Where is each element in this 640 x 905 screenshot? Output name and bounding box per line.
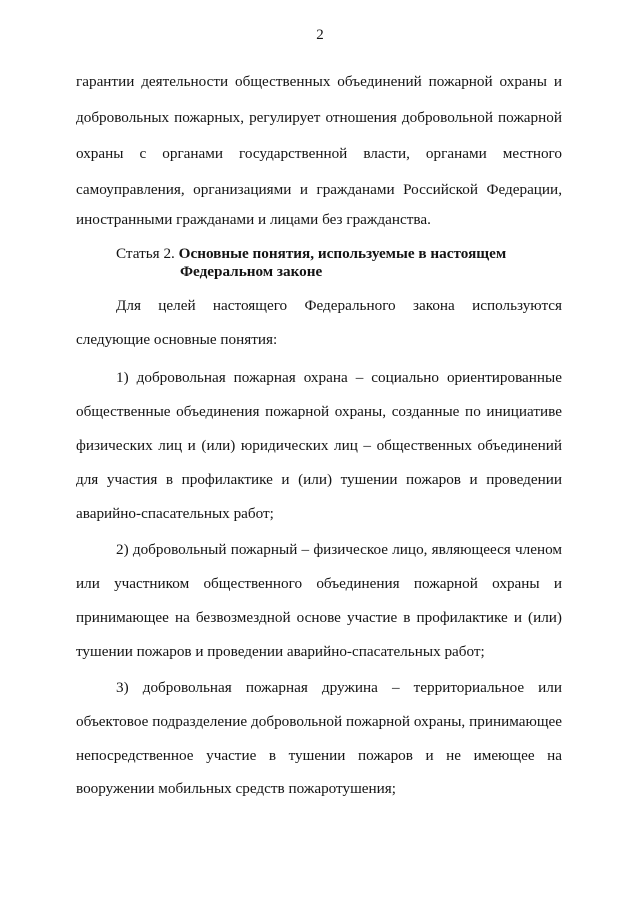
text-line: общественные объединения пожарной охраны, созданные по инициативе bbox=[76, 403, 562, 420]
text-line: тушении пожаров и проведении аварийно-спасательных работ; bbox=[76, 643, 485, 660]
text-line: добровольных пожарных, регулирует отношения добровольной пожарной bbox=[76, 109, 562, 126]
article-title-continued: Федеральном законе bbox=[180, 263, 323, 280]
text-line: или участником общественного объединения пожарной охраны и bbox=[76, 575, 562, 592]
text-line: охраны с органами государственной власти, органами местного bbox=[76, 145, 562, 162]
text-line: вооружении мобильных средств пожаротушения; bbox=[76, 780, 396, 797]
text-line: следующие основные понятия: bbox=[76, 331, 278, 348]
text-line: для участия в профилактике и (или) тушении пожаров и проведении bbox=[76, 471, 562, 488]
text-line: аварийно-спасательных работ; bbox=[76, 505, 274, 522]
article-label: Статья 2. bbox=[116, 245, 175, 262]
text-line: 2) добровольный пожарный – физическое лицо, являющееся членом bbox=[116, 541, 562, 558]
text-line: Для целей настоящего Федерального закона используются bbox=[116, 297, 562, 314]
text-line: иностранными гражданами и лицами без гражданства. bbox=[76, 211, 431, 228]
text-line: 3) добровольная пожарная дружина – территориальное или bbox=[116, 679, 562, 696]
text-line: объектовое подразделение добровольной пожарной охраны, принимающее bbox=[76, 713, 562, 730]
text-line: самоуправления, организациями и гражданами Российской Федерации, bbox=[76, 181, 562, 198]
text-line: 1) добровольная пожарная охрана – социально ориентированные bbox=[116, 369, 562, 386]
page-number: 2 bbox=[316, 27, 324, 43]
text-line: физических лиц и (или) юридических лиц – общественных объединений bbox=[76, 437, 562, 454]
text-line: гарантии деятельности общественных объединений пожарной охраны и bbox=[76, 73, 562, 90]
text-line: принимающее на безвозмездной основе участие в профилактике и (или) bbox=[76, 609, 562, 626]
article-heading bbox=[116, 245, 506, 263]
text-line: непосредственное участие в тушении пожаров и не имеющее на bbox=[76, 747, 562, 764]
article-title: Основные понятия, используемые в настоящем bbox=[178, 245, 507, 262]
